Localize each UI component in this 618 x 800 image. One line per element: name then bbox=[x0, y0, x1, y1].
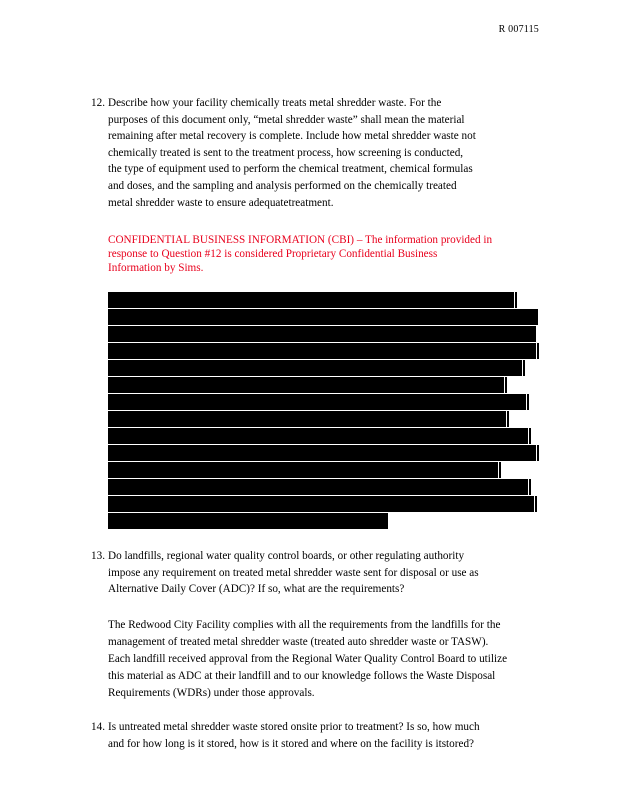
redaction-bar bbox=[108, 496, 534, 512]
cbi-line: response to Question #12 is considered Proprietary Confidential Business bbox=[108, 248, 438, 260]
question-line: chemically treated is sent to the treatment process, how screening is conducted, bbox=[108, 146, 464, 159]
redaction-bar bbox=[108, 479, 528, 495]
answer-line: The Redwood City Facility complies with all the requirements from the landfills for the bbox=[108, 619, 501, 631]
question-line: Describe how your facility chemically treats metal shredder waste. For the bbox=[108, 97, 442, 109]
redaction-bar bbox=[108, 309, 538, 325]
redaction-bar bbox=[108, 411, 506, 427]
question-14 bbox=[91, 719, 531, 752]
question-12 bbox=[91, 95, 531, 211]
redaction-bar bbox=[108, 428, 528, 444]
question-line: and for how long is it stored, how is it stored and where on the facility is itstored? bbox=[108, 737, 475, 750]
cbi-line: Information by Sims. bbox=[108, 262, 204, 274]
question-number: 12. bbox=[91, 97, 105, 109]
question-number: 14. bbox=[91, 721, 105, 733]
redaction-bar bbox=[108, 394, 526, 410]
question-line: and doses, and the sampling and analysis performed on the chemically treated bbox=[108, 179, 457, 192]
answer-line: Each landfill received approval from the Regional Water Quality Control Board to utilize bbox=[108, 653, 508, 665]
bates-number: R 007115 bbox=[498, 24, 539, 35]
question-line: remaining after metal recovery is complete. Include how metal shredder waste not bbox=[108, 130, 476, 143]
answer-line: this material as ADC at their landfill and to our knowledge follows the Waste Disposal bbox=[108, 670, 496, 682]
cbi-line: CONFIDENTIAL BUSINESS INFORMATION (CBI) – The information provided in bbox=[108, 234, 493, 246]
question-line: Alternative Daily Cover (ADC)? If so, what are the requirements? bbox=[108, 583, 405, 596]
question-13 bbox=[91, 548, 531, 598]
question-line: Do landfills, regional water quality control boards, or other regulating authority bbox=[108, 550, 465, 562]
question-line: the type of equipment used to perform the chemical treatment, chemical formulas bbox=[108, 163, 473, 176]
redaction-bar bbox=[108, 360, 522, 376]
answer-line: Requirements (WDRs) under those approvals. bbox=[108, 687, 315, 699]
redaction-bar bbox=[108, 343, 536, 359]
question-line: purposes of this document only, “metal shredder waste” shall mean the material bbox=[108, 113, 465, 126]
question-line: metal shredder waste to ensure adequatetreatment. bbox=[108, 196, 334, 209]
answer-13 bbox=[108, 617, 538, 702]
redaction-bar bbox=[108, 292, 514, 308]
question-line: impose any requirement on treated metal shredder waste sent for disposal or use as bbox=[108, 566, 479, 579]
redaction-bar bbox=[108, 462, 498, 478]
question-number: 13. bbox=[91, 550, 105, 562]
cbi-notice bbox=[108, 233, 538, 275]
redaction-bar bbox=[108, 445, 536, 461]
question-line: Is untreated metal shredder waste stored onsite prior to treatment? Is so, how much bbox=[108, 721, 480, 733]
answer-line: management of treated metal shredder waste (treated auto shredder waste or TASW). bbox=[108, 636, 489, 648]
redaction-bar bbox=[108, 377, 504, 393]
redaction-bar bbox=[108, 513, 388, 529]
redaction-bar bbox=[108, 326, 536, 342]
